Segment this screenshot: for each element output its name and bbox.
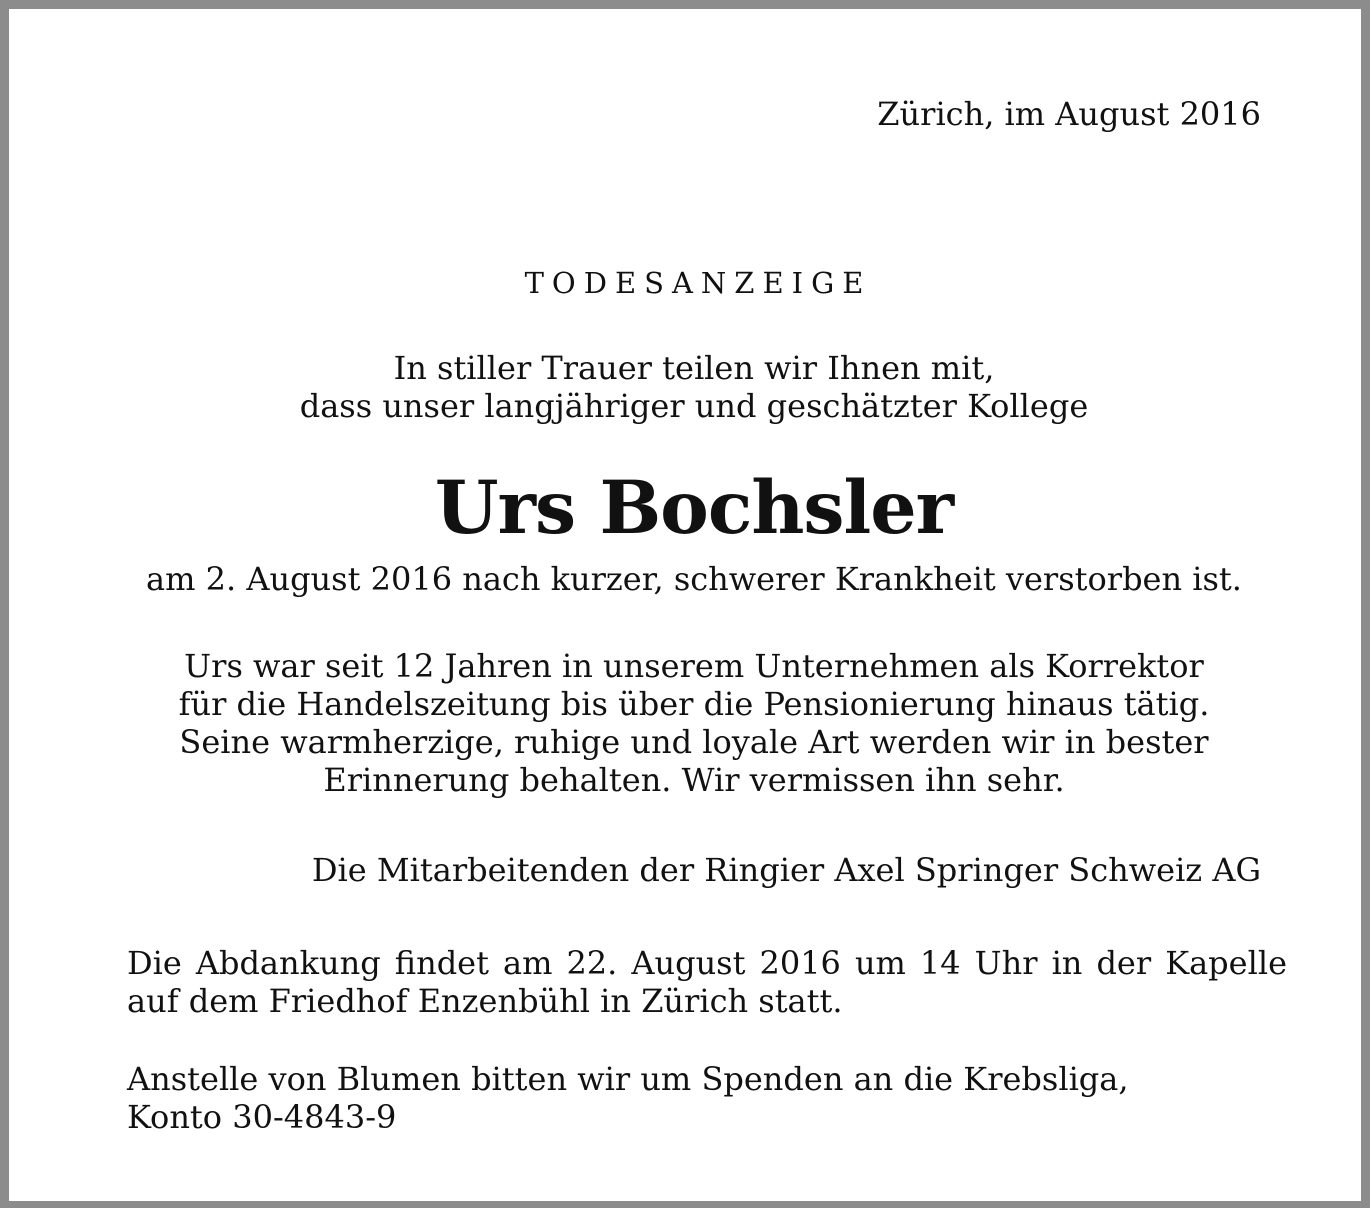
- donation-line: Anstelle von Blumen bitten wir um Spenden an die Krebsliga,: [127, 1060, 1129, 1098]
- signature: Die Mitarbeitenden der Ringier Axel Springer Schweiz AG: [311, 851, 1261, 889]
- death-line: am 2. August 2016 nach kurzer, schwerer Krankheit verstorben ist.: [146, 560, 1242, 598]
- tribute-line: Erinnerung behalten. Wir vermissen ihn sehr.: [323, 761, 1065, 799]
- donation-info: [127, 1060, 1287, 1136]
- funeral-info: [127, 944, 1287, 1020]
- intro-line: In stiller Trauer teilen wir Ihnen mit,: [393, 349, 995, 387]
- tribute-line: Seine warmherzige, ruhige und loyale Art werden wir in bester: [179, 723, 1209, 761]
- funeral-line: Die Abdankung findet am 22. August 2016 um 14 Uhr in der Kapelle: [127, 944, 1287, 982]
- place-date: Zürich, im August 2016: [877, 95, 1261, 133]
- deceased-name: Urs Bochsler: [434, 465, 954, 551]
- tribute-line: Urs war seit 12 Jahren in unserem Unternehmen als Korrektor: [184, 647, 1204, 685]
- intro-line: dass unser langjähriger und geschätzter Kollege: [299, 387, 1089, 425]
- funeral-line: auf dem Friedhof Enzenbühl in Zürich statt.: [127, 982, 843, 1020]
- tribute-line: für die Handelszeitung bis über die Pensionierung hinaus tätig.: [178, 685, 1210, 723]
- tribute-text: [9, 647, 1370, 799]
- donation-line: Konto 30-4843-9: [127, 1098, 397, 1136]
- notice-heading: TODESANZEIGE: [524, 266, 872, 300]
- intro-text: [9, 349, 1370, 425]
